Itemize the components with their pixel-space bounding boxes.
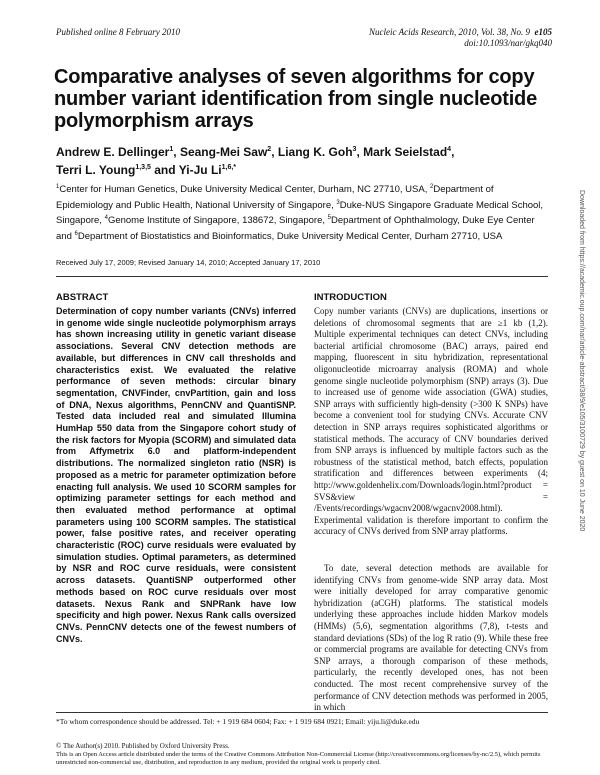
author-affil-mark: 1,3,5 xyxy=(135,164,151,171)
doi[interactable]: doi:10.1093/nar/gkq040 xyxy=(464,38,552,48)
published-date: Published online 8 February 2010 xyxy=(56,27,180,37)
introduction-paragraph-2: To date, several detection methods are available for identifying CNVs from genome-wide SNP array data. Most were initially developed for array comparative genomic hybridization (aCGH) platforms. The statistical models underlying these approaches include hidden Markov models (HMMs) (5,6), segmentation algorithms (7,8), t-tests and standard deviations (SDs) of the log R ratio (9). While these free or commercial programs are available for detecting CNVs from SNP arrays, a thorough comparison of these methods, particularly, the recently developed ones, has not been conducted. The most recent comprehensive survey of the performance of CNV detection methods was performed in 2005, in which xyxy=(314,563,548,713)
copyright-line: © The Author(s) 2010. Published by Oxford University Press. xyxy=(56,742,230,750)
affil-mark: 3 xyxy=(336,199,340,206)
article-number: e105 xyxy=(534,27,552,37)
license-text: This is an Open Access article distributed under the terms of the Creative Commons Attribution Non-Commercial License (http://creativecommons.org/licenses/by-nc/2.5), which permits unrestricted non-commercial use, distribution, and reproduction in any medium, provided the original work is properly cited. xyxy=(56,751,541,766)
author: Andrew E. Dellinger xyxy=(56,145,170,159)
introduction-heading: INTRODUCTION xyxy=(314,292,387,303)
affiliation: Department of Epidemiology and Public Health, National University of Singapore, xyxy=(56,184,494,211)
affil-mark: 4 xyxy=(104,215,108,222)
correspondence-note: *To whom correspondence should be addressed. Tel: + 1 919 684 0604; Fax: + 1 919 684 0921; Email: yiju.li@duke.edu xyxy=(56,717,420,726)
author: Terri L. Young xyxy=(56,163,136,177)
abstract-heading: ABSTRACT xyxy=(56,292,109,303)
footnote-divider xyxy=(56,712,548,713)
affil-mark: 2 xyxy=(430,184,434,190)
affil-mark: 5 xyxy=(327,215,331,222)
affiliation: Department of Ophthalmology, Duke Eye Center and xyxy=(56,215,535,243)
paper-title: Comparative analyses of seven algorithms for copy number variant identification from single nucleotide polymorphism arrays xyxy=(54,66,537,132)
author-separator: and xyxy=(150,163,179,177)
author-separator: , xyxy=(271,145,278,159)
author-affil-mark: 3 xyxy=(352,146,357,153)
affiliations xyxy=(56,181,546,244)
author-affil-mark: 1 xyxy=(169,146,174,153)
affiliation: Department of Biostatistics and Bioinformatics, Duke University Medical Center, Durham 27710, USA xyxy=(77,231,503,243)
divider xyxy=(56,276,548,277)
abstract-text: Determination of copy number variants (CNVs) inferred in genome wide single nucleotide polymorphism arrays has shown increasing utility in genetic variant disease associations. Several CNV detection methods are available, but differences in CNV call thresholds and characteristics exist. We evaluated the relative performance of seven methods: circular binary segmentation, CNVFinder, cnvPartition, gain and loss of DNA, Nexus algorithms, PennCNV and QuantiSNP. Tested data included real and simulated Illumina HumHap 550 data from the Singapore cohort study of the risk factors for Myopia (SCORM) and simulated data from Affymetrix 6.0 and platform-independent distributions. The normalized singleton ratio (NSR) is proposed as a metric for parameter optimization before enacting full analysis. We used 10 SCORM samples for optimizing parameter settings for each method and then evaluated method performance at optimal parameters using 100 SCORM samples. The statistical power, false positive rates, and receiver operating characteristic (ROC) curve residuals were evaluated by simulation studies. Optimal parameters, as determined by NSR and ROC curve residuals, were consistent across datasets. QuantiSNP outperformed other methods based on ROC curve residuals over most datasets. Nexus Rank and SNPRank have low specificity and high power. Nexus Rank calls oversized CNVs. PennCNV detects one of the fewest numbers of CNVs. xyxy=(56,306,296,644)
author-affil-mark: 4 xyxy=(447,146,452,153)
author: Liang K. Goh xyxy=(277,145,353,159)
journal-name: Nucleic Acids Research, 2010, Vol. 38, No. 9 xyxy=(369,27,530,37)
author-separator: , xyxy=(173,145,180,159)
affiliation: Duke-NUS Singapore Graduate Medical School, Singapore, xyxy=(56,199,544,227)
affiliation: Genome Institute of Singapore, 138672, Singapore, xyxy=(107,215,328,227)
author: Seang-Mei Saw xyxy=(179,145,268,159)
corresponding-mark: * xyxy=(233,164,237,171)
download-note-text: Downloaded from https://academic.oup.com/nar/article-abstract/38/9/e105/3100729 by guest on 10 June 2020 xyxy=(578,190,585,532)
author-affil-numbers: 1,6, xyxy=(221,164,234,171)
author: Mark Seielstad xyxy=(363,145,448,159)
affil-mark: 6 xyxy=(74,230,78,237)
received-dates: Received July 17, 2009; Revised January 14, 2010; Accepted January 17, 2010 xyxy=(56,258,321,267)
journal-citation xyxy=(369,27,552,49)
author-separator: , xyxy=(356,145,364,159)
author-affil-mark xyxy=(222,164,236,171)
download-watermark xyxy=(574,190,588,650)
introduction-paragraph-1: Copy number variants (CNVs) are duplications, insertions or deletions of chromosomal segments that are ≥1 kb (1,2). Multiple experimental techniques can detect CNVs, including bacterial artificial chromosome (BAC) arrays, paired end mapping, fluorescent in situ hybridization, representational oligonucleotide microarray analysis (ROMA) and whole genome single nucleotide polymorphism (SNP) arrays (3). Due to increased use of genome wide association (GWA) studies, SNP arrays with sufficiently high-density (>300 K SNPs) have become a convenient tool for studying CNVs. Accurate CNV detection in SNP arrays requires sophisticated algorithms or statistical methods. The accuracy of CNV boundaries derived from SNP arrays is influenced by multiple factors such as the robustness of the statistical method, batch effects, population stratification and differences between experiments (4; http://www.goldenhelix.com/Downloads/login.html?product = SVS&view = /Events/recordings/wgacnv2008/wgacnv2008.html). Experimental validation is therefore important to confirm the accuracy of CNVs derived from SNP array platforms. xyxy=(314,306,548,537)
affiliation: Center for Human Genetics, Duke University Medical Center, Durham, NC 27710, USA, xyxy=(59,184,430,196)
affil-mark: 1 xyxy=(56,184,60,190)
author: Yi-Ju Li xyxy=(178,163,222,177)
author-list xyxy=(56,142,556,178)
author-affil-mark: 2 xyxy=(267,146,272,153)
author-separator: , xyxy=(451,145,455,159)
